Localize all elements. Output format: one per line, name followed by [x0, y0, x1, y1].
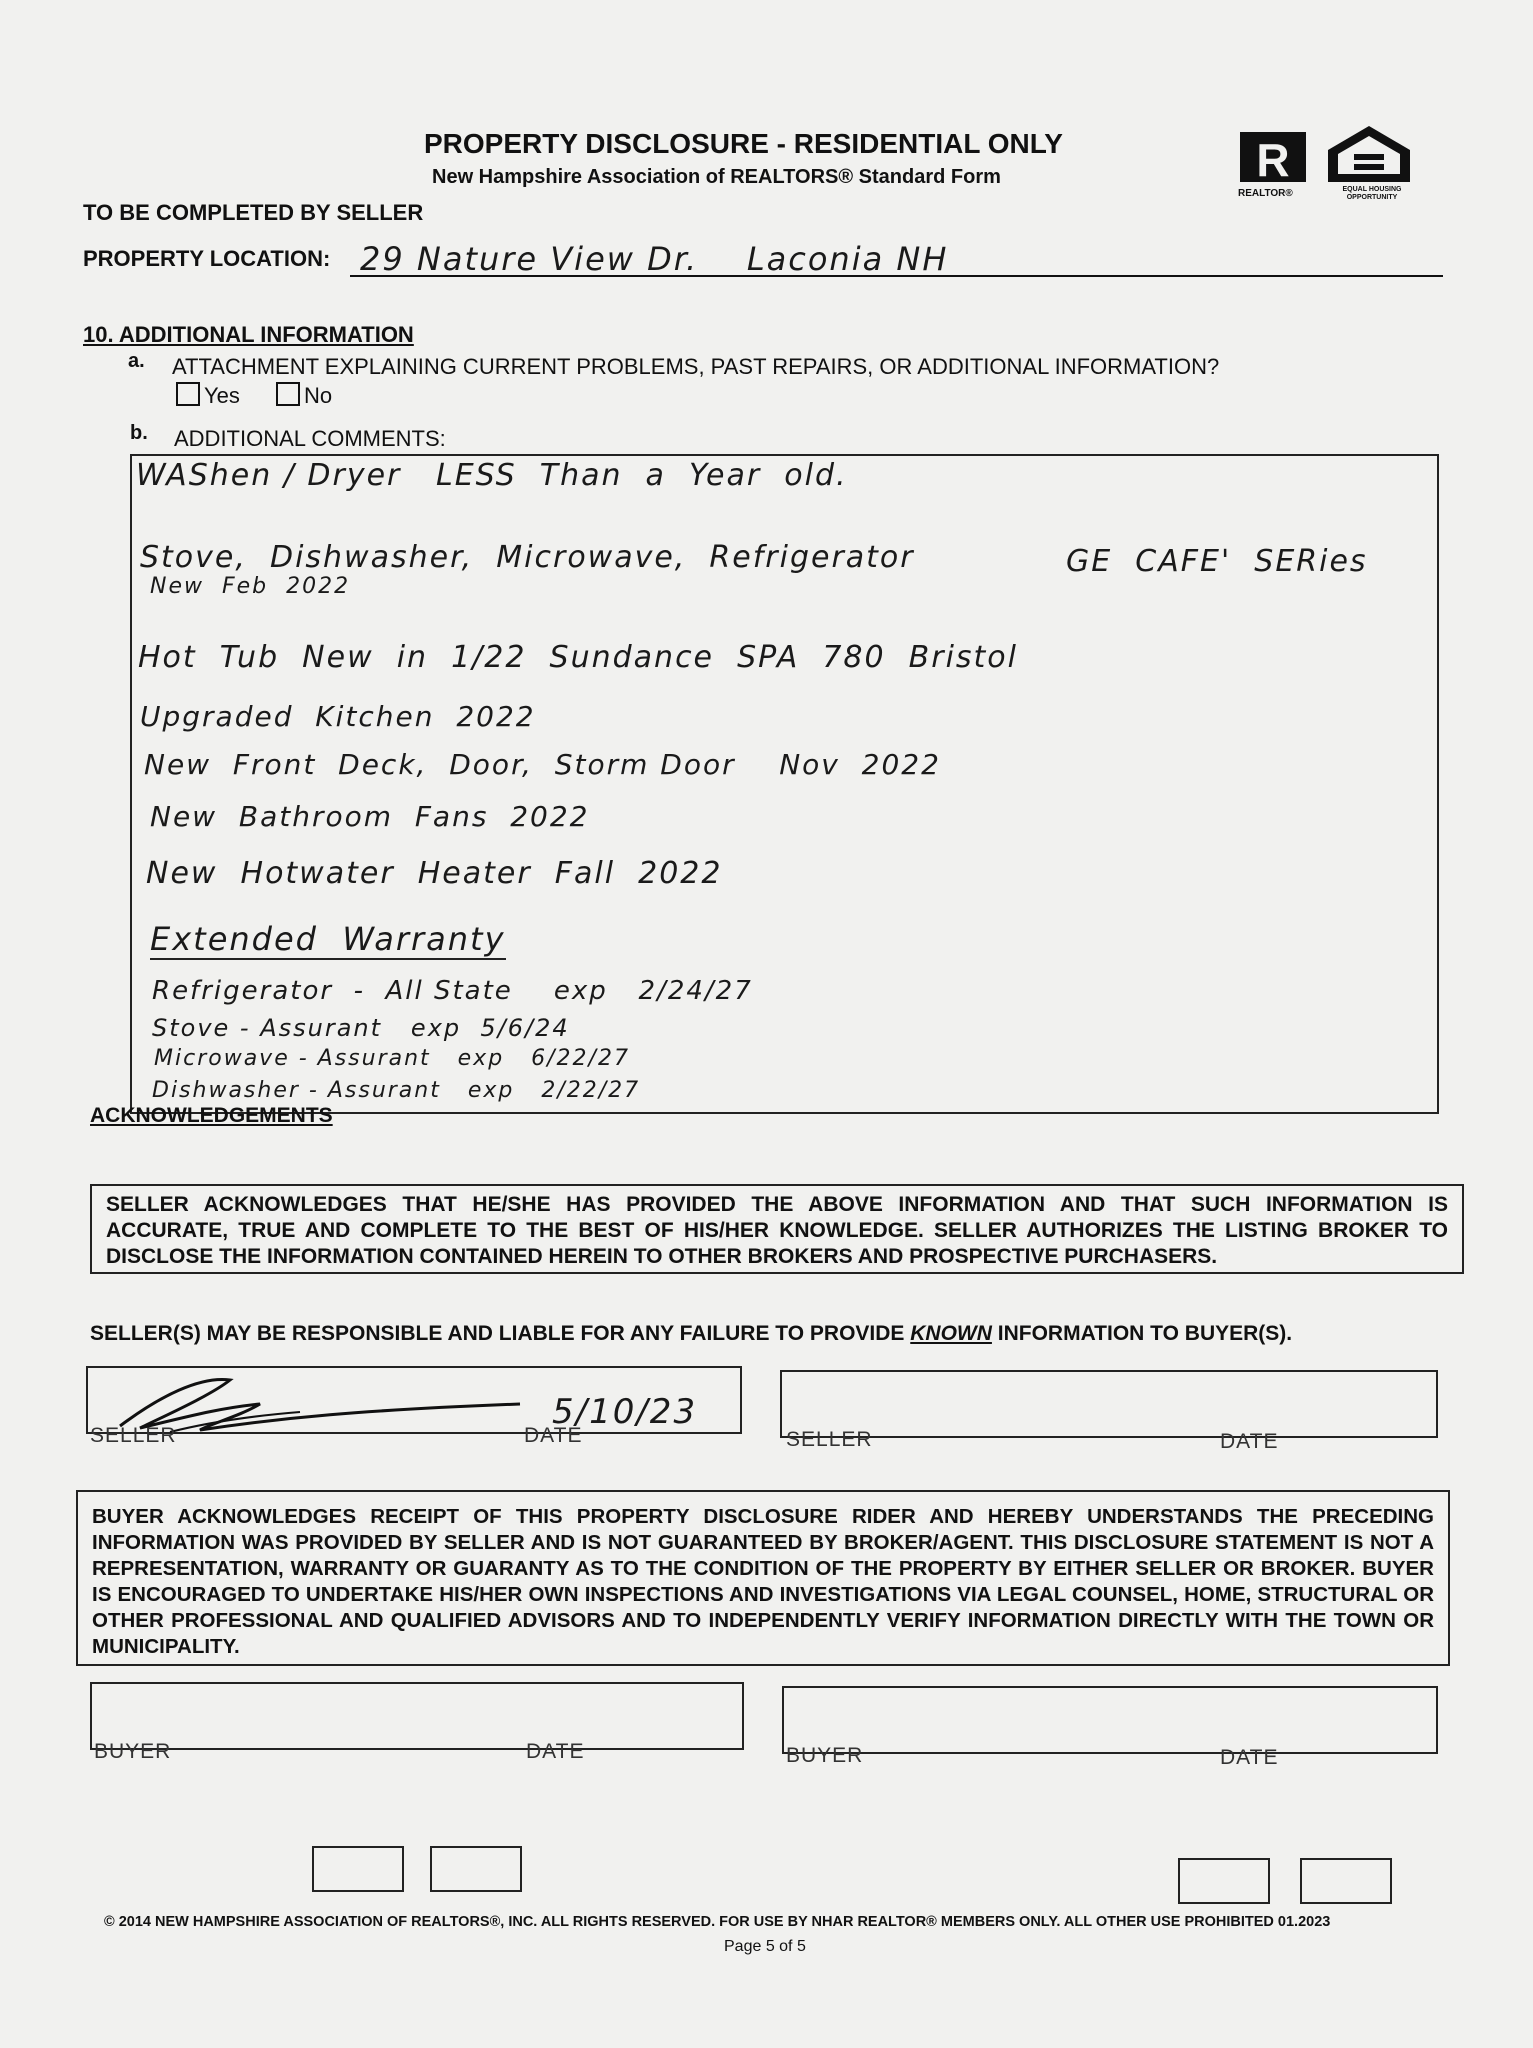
comment-line-9: Refrigerator - All State exp 2/24/27 [152, 976, 753, 1006]
comment-line-5: New Front Deck, Door, Storm Door Nov 2022 [144, 748, 941, 781]
initials-box-seller-2[interactable] [430, 1846, 522, 1892]
buyer-acknowledgement-box [76, 1490, 1450, 1666]
buyer-1-date-label: DATE [526, 1740, 585, 1763]
seller-2-date-label: DATE [1220, 1430, 1279, 1453]
no-label: No [304, 383, 333, 408]
seller-2-signature-box[interactable] [780, 1370, 1438, 1438]
buyer-2-date-label: DATE [1220, 1746, 1279, 1769]
initials-box-buyer-1[interactable] [1178, 1858, 1270, 1904]
buyer-1-signature-box[interactable] [90, 1682, 744, 1750]
comment-line-4: Upgraded Kitchen 2022 [140, 700, 536, 733]
equal-housing-text: EQUAL HOUSING OPPORTUNITY [1342, 186, 1402, 201]
liability-statement [90, 1322, 1292, 1346]
seller-acknowledgement-box [90, 1184, 1464, 1274]
attachment-question: ATTACHMENT EXPLAINING CURRENT PROBLEMS, PAST REPAIRS, OR ADDITIONAL INFORMATION? [172, 354, 1220, 379]
item-a-label: a. [128, 350, 145, 372]
comment-line-12: Dishwasher - Assurant exp 2/22/27 [152, 1078, 641, 1103]
realtor-logo-icon [1238, 130, 1312, 190]
comment-line-8: Extended Warranty [150, 920, 506, 958]
comment-line-3: Hot Tub New in 1/22 Sundance SPA 780 Bristol [138, 640, 1018, 675]
buyer-2-signature-box[interactable] [782, 1686, 1438, 1754]
comment-line-7: New Hotwater Heater Fall 2022 [146, 856, 723, 891]
form-title: PROPERTY DISCLOSURE - RESIDENTIAL ONLY [424, 128, 1063, 159]
liability-known: KNOWN [910, 1322, 992, 1345]
seller-1-label: SELLER [90, 1424, 177, 1447]
yes-checkbox-group[interactable] [176, 382, 240, 409]
comment-line-11: Microwave - Assurant exp 6/22/27 [154, 1046, 630, 1071]
comment-line-2a: Stove, Dishwasher, Microwave, Refrigerator [140, 540, 915, 575]
section-10-heading [83, 322, 414, 348]
section-10-heading-text: 10. ADDITIONAL INFORMATION [83, 322, 414, 347]
buyer-1-label: BUYER [94, 1740, 172, 1763]
seller-1-date-value[interactable]: 5/10/23 [552, 1392, 698, 1432]
comment-line-1: WAShen / Dryer LESS Than a Year old. [136, 458, 848, 493]
yes-checkbox[interactable] [176, 382, 200, 406]
initials-box-buyer-2[interactable] [1300, 1858, 1392, 1904]
no-checkbox[interactable] [276, 382, 300, 406]
page-number: Page 5 of 5 [724, 1938, 806, 1955]
svg-text:R: R [1256, 134, 1290, 186]
no-checkbox-group[interactable] [276, 382, 332, 409]
seller-1-date-label: DATE [524, 1424, 583, 1447]
comment-line-6: New Bathroom Fans 2022 [150, 800, 590, 833]
to-be-completed-label: TO BE COMPLETED BY SELLER [83, 200, 424, 225]
buyer-acknowledgement-text: BUYER ACKNOWLEDGES RECEIPT OF THIS PROPERTY DISCLOSURE RIDER AND HEREBY UNDERSTANDS THE PRECEDING INFORMATION WAS PROVIDED BY SELLER AND IS NOT GUARANTEED BY BROKER/AGENT. THIS DISCLOSURE STATEMENT IS NOT A REPRESENTATION, WARRANTY OR GUARANTY AS TO THE CONDITION OF THE PROPERTY BY EITHER SELLER OR BROKER. BUYER IS ENCOURAGED TO UNDERTAKE HIS/HER OWN INSPECTIONS AND INVESTIGATIONS VIA LEGAL COUNSEL, HOME, STRUCTURAL OR OTHER PROFESSIONAL AND QUALIFIED ADVISORS AND TO INDEPENDENTLY VERIFY INFORMATION DIRECTLY WITH THE TOWN OR MUNICIPALITY. [92, 1505, 1434, 1658]
realtor-logo-text: REALTOR® [1238, 188, 1293, 199]
liability-pre: SELLER(S) MAY BE RESPONSIBLE AND LIABLE FOR ANY FAILURE TO PROVIDE [90, 1322, 911, 1345]
buyer-2-label: BUYER [786, 1744, 864, 1767]
copyright-footer: © 2014 NEW HAMPSHIRE ASSOCIATION OF REALTORS®, INC. ALL RIGHTS RESERVED. FOR USE BY NHAR REALTOR® MEMBERS ONLY. ALL OTHER USE PROHIBITED 01.2023 [104, 1914, 1331, 1930]
seller-2-label: SELLER [786, 1428, 873, 1451]
acknowledgements-heading: ACKNOWLEDGEMENTS [90, 1104, 333, 1127]
yes-label: Yes [204, 383, 240, 408]
additional-comments-label: ADDITIONAL COMMENTS: [174, 426, 446, 451]
liability-post: INFORMATION TO BUYER(S). [991, 1322, 1293, 1345]
comment-line-2c: New Feb 2022 [150, 574, 351, 599]
item-b-label: b. [130, 422, 148, 444]
seller-acknowledgement-text: SELLER ACKNOWLEDGES THAT HE/SHE HAS PROVIDED THE ABOVE INFORMATION AND THAT SUCH INFORMATION IS ACCURATE, TRUE AND COMPLETE TO THE BEST OF HIS/HER KNOWLEDGE. SELLER AUTHORIZES THE LISTING BROKER TO DISCLOSE THE INFORMATION CONTAINED HEREIN TO OTHER BROKERS AND PROSPECTIVE PURCHASERS. [106, 1193, 1448, 1268]
initials-box-seller-1[interactable] [312, 1846, 404, 1892]
equal-housing-icon [1326, 124, 1412, 186]
property-location-label: PROPERTY LOCATION: [83, 246, 331, 271]
form-subtitle: New Hampshire Association of REALTORS® Standard Form [432, 166, 1001, 188]
comment-line-10: Stove - Assurant exp 5/6/24 [152, 1014, 570, 1042]
property-location-value[interactable]: 29 Nature View Dr. Laconia NH [360, 240, 949, 278]
comment-line-2b: GE CAFE' SERies [1066, 544, 1368, 579]
